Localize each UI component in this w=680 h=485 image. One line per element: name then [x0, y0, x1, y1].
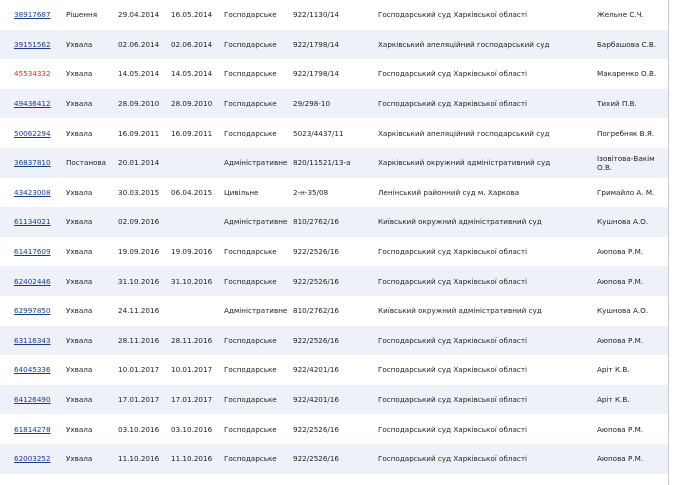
decision-date: 31.10.2016 — [118, 276, 160, 286]
proceeding-form-cell — [224, 385, 292, 415]
proceeding-form-cell — [224, 237, 292, 267]
judge-name-cell — [597, 266, 665, 296]
court-name: Господарський суд Харківської області — [378, 454, 528, 464]
case-number-cell — [293, 148, 377, 178]
proceeding-form: Господарське — [224, 128, 277, 138]
proceeding-form: Адміністративне — [224, 306, 288, 316]
court-name-cell — [378, 414, 598, 444]
court-name: Харківський апеляційний господарський суд — [378, 39, 550, 49]
court-name: Господарський суд Харківської області — [378, 424, 528, 434]
court-name: Харківський апеляційний господарський суд — [378, 128, 550, 138]
decision-date: 19.09.2016 — [118, 247, 160, 257]
case-number-cell — [293, 326, 377, 356]
decision-number-link[interactable]: 62997850 — [14, 306, 51, 316]
court-name-cell — [378, 355, 598, 385]
judge-name: Аюпова Р.М. — [597, 276, 644, 286]
decision-number-link[interactable]: 43423008 — [14, 187, 51, 197]
decision-type-cell — [66, 326, 118, 356]
proceeding-form-cell — [224, 30, 292, 60]
proceeding-form: Господарське — [224, 247, 277, 257]
court-name-cell — [378, 89, 598, 119]
court-name-cell — [378, 118, 598, 148]
decision-type-cell — [66, 266, 118, 296]
case-number-cell — [293, 414, 377, 444]
registration-date-cell — [171, 385, 223, 415]
table-row — [0, 266, 668, 296]
decision-number-link-cell — [14, 355, 62, 385]
decision-number-link-cell — [14, 326, 62, 356]
case-number: 820/11521/13-а — [293, 158, 351, 168]
registration-date-cell — [171, 89, 223, 119]
case-number: 922/2526/16 — [293, 424, 339, 434]
judge-name-cell — [597, 207, 665, 237]
case-number: 922/2526/16 — [293, 247, 339, 257]
table-row — [0, 178, 668, 208]
proceeding-form: Господарське — [224, 424, 277, 434]
court-name: Київський окружний адміністративний суд — [378, 217, 542, 227]
judge-name: Аюпова Р.М. — [597, 247, 644, 257]
proceeding-form: Господарське — [224, 39, 277, 49]
registration-date-cell — [171, 237, 223, 267]
court-name: Харківський окружний адміністративний суд — [378, 158, 551, 168]
court-name-cell — [378, 178, 598, 208]
registration-date-cell — [171, 118, 223, 148]
decision-type-cell — [66, 237, 118, 267]
judge-name-cell — [597, 89, 665, 119]
case-number-cell — [293, 385, 377, 415]
proceeding-form: Адміністративне — [224, 217, 288, 227]
decision-date: 24.11.2016 — [118, 306, 160, 316]
table-row — [0, 237, 668, 267]
decision-type-cell — [66, 385, 118, 415]
case-number: 810/2762/16 — [293, 306, 339, 316]
case-number-cell — [293, 59, 377, 89]
proceeding-form: Господарське — [224, 10, 277, 20]
court-name-cell — [378, 385, 598, 415]
decision-number-link-cell — [14, 148, 62, 178]
case-number-cell — [293, 207, 377, 237]
decision-date-cell — [118, 89, 170, 119]
court-name: Господарський суд Харківської області — [378, 69, 528, 79]
court-name-cell — [378, 0, 598, 30]
court-name: Господарський суд Харківської області — [378, 365, 528, 375]
proceeding-form: Господарське — [224, 69, 277, 79]
judge-name: Макаренко О.В. — [597, 69, 657, 79]
decision-number-link-cell — [14, 296, 62, 326]
judge-name-cell — [597, 118, 665, 148]
decision-date: 30.03.2015 — [118, 187, 160, 197]
registration-date: 02.06.2014 — [171, 39, 213, 49]
proceeding-form: Адміністративне — [224, 158, 288, 168]
court-name-cell — [378, 59, 598, 89]
court-name-cell — [378, 444, 598, 474]
decision-type: Ухвала — [66, 365, 93, 375]
judge-name-cell — [597, 0, 665, 30]
proceeding-form-cell — [224, 266, 292, 296]
decision-type-cell — [66, 414, 118, 444]
decision-number-link-cell — [14, 414, 62, 444]
proceeding-form-cell — [224, 148, 292, 178]
case-number: 922/1798/14 — [293, 39, 339, 49]
decision-number-link[interactable]: 64045336 — [14, 365, 51, 375]
decision-number-link-cell — [14, 178, 62, 208]
case-number: 922/2526/16 — [293, 335, 339, 345]
decision-type-cell — [66, 148, 118, 178]
case-number: 810/2762/16 — [293, 217, 339, 227]
case-number: 922/2526/16 — [293, 454, 339, 464]
registration-date: 06.04.2015 — [171, 187, 213, 197]
table-row — [0, 326, 668, 356]
registration-date: 31.10.2016 — [171, 276, 213, 286]
decision-number-link[interactable]: 38917687 — [14, 10, 51, 20]
registration-date-cell — [171, 355, 223, 385]
decision-type: Ухвала — [66, 128, 93, 138]
decision-number-link-cell — [14, 444, 62, 474]
decision-number-link[interactable]: 61417609 — [14, 247, 51, 257]
decision-date-cell — [118, 414, 170, 444]
court-name: Господарський суд Харківської області — [378, 335, 528, 345]
decision-date: 14.05.2014 — [118, 69, 160, 79]
decision-date-cell — [118, 444, 170, 474]
registration-date: 19.09.2016 — [171, 247, 213, 257]
decision-date: 03.10.2016 — [118, 424, 160, 434]
registration-date-cell — [171, 59, 223, 89]
decision-type-cell — [66, 30, 118, 60]
case-number-cell — [293, 355, 377, 385]
court-name: Господарський суд Харківської області — [378, 276, 528, 286]
case-number-cell — [293, 266, 377, 296]
court-name-cell — [378, 237, 598, 267]
judge-name: Погребняк В.Я. — [597, 128, 655, 138]
decision-date: 28.09.2010 — [118, 99, 160, 109]
registration-date: 11.10.2016 — [171, 454, 213, 464]
registration-date-cell — [171, 178, 223, 208]
case-number-cell — [293, 89, 377, 119]
judge-name-cell — [597, 148, 665, 178]
decision-type: Ухвала — [66, 39, 93, 49]
judge-name-cell — [597, 414, 665, 444]
decision-type: Ухвала — [66, 424, 93, 434]
case-number-cell — [293, 0, 377, 30]
decision-date: 02.06.2014 — [118, 39, 160, 49]
registration-date: 28.11.2016 — [171, 335, 213, 345]
judge-name-cell — [597, 237, 665, 267]
decision-number-link-cell — [14, 385, 62, 415]
decision-date-cell — [118, 237, 170, 267]
case-number-cell — [293, 118, 377, 148]
case-number-cell — [293, 178, 377, 208]
decision-type: Ухвала — [66, 217, 93, 227]
judge-name: Аріт К.В. — [597, 365, 630, 375]
decision-number-link[interactable]: 62003252 — [14, 454, 51, 464]
case-number: 922/1798/14 — [293, 69, 339, 79]
decision-type: Ухвала — [66, 69, 93, 79]
table-row — [0, 148, 668, 178]
table-row — [0, 296, 668, 326]
decision-type-cell — [66, 296, 118, 326]
case-number-cell — [293, 30, 377, 60]
proceeding-form-cell — [224, 444, 292, 474]
judge-name-cell — [597, 355, 665, 385]
decision-number-link[interactable]: 63116343 — [14, 335, 51, 345]
decision-type: Постанова — [66, 158, 107, 168]
judge-name: Аріт К.В. — [597, 395, 630, 405]
judge-name: Гримайло А. М. — [597, 187, 655, 197]
decision-type-cell — [66, 118, 118, 148]
proceeding-form-cell — [224, 59, 292, 89]
case-number-cell — [293, 444, 377, 474]
court-name-cell — [378, 296, 598, 326]
decision-number-link-cell — [14, 118, 62, 148]
decision-date: 10.01.2017 — [118, 365, 160, 375]
judge-name-cell — [597, 385, 665, 415]
table-row — [0, 385, 668, 415]
court-name: Господарський суд Харківської області — [378, 395, 528, 405]
court-name: Господарський суд Харківської області — [378, 247, 528, 257]
case-number: 29/298-10 — [293, 99, 331, 109]
table-row — [0, 89, 668, 119]
decision-date: 28.11.2016 — [118, 335, 160, 345]
judge-name: Барбашова С.В. — [597, 39, 657, 49]
decision-type: Ухвала — [66, 454, 93, 464]
case-number: 5023/4437/11 — [293, 128, 344, 138]
court-name: Господарський суд Харківської області — [378, 99, 528, 109]
judge-name: Кушнова А.О. — [597, 306, 649, 316]
judge-name: Жельне С.Ч. — [597, 10, 644, 20]
registration-date-cell — [171, 444, 223, 474]
table-row — [0, 207, 668, 237]
decision-number-link-cell — [14, 59, 62, 89]
decision-type: Ухвала — [66, 395, 93, 405]
registration-date: 16.09.2011 — [171, 128, 213, 138]
registration-date-cell — [171, 414, 223, 444]
proceeding-form: Господарське — [224, 335, 277, 345]
case-number-cell — [293, 296, 377, 326]
court-name-cell — [378, 326, 598, 356]
case-number: 922/1130/14 — [293, 10, 339, 20]
case-number-cell — [293, 237, 377, 267]
judge-name: Аюпова Р.М. — [597, 424, 644, 434]
registration-date: 16.05.2014 — [171, 10, 213, 20]
table-row — [0, 0, 668, 30]
decision-number-link-cell — [14, 30, 62, 60]
decision-type: Ухвала — [66, 276, 93, 286]
decision-date-cell — [118, 148, 170, 178]
proceeding-form-cell — [224, 178, 292, 208]
proceeding-form: Господарське — [224, 454, 277, 464]
judge-name-cell — [597, 326, 665, 356]
registration-date-cell — [171, 296, 223, 326]
decision-date: 20.01.2014 — [118, 158, 160, 168]
decision-date-cell — [118, 0, 170, 30]
decision-number-link[interactable]: 61814278 — [14, 424, 51, 434]
judge-name-cell — [597, 30, 665, 60]
decision-type-cell — [66, 355, 118, 385]
court-name: Київський окружний адміністративний суд — [378, 306, 542, 316]
decision-type-cell — [66, 178, 118, 208]
registration-date-cell — [171, 207, 223, 237]
table-row — [0, 414, 668, 444]
table-row — [0, 30, 668, 60]
decision-type: Ухвала — [66, 335, 93, 345]
decision-date: 16.09.2011 — [118, 128, 160, 138]
decision-number-link[interactable]: 49436412 — [14, 99, 51, 109]
proceeding-form-cell — [224, 207, 292, 237]
decision-number-link-cell — [14, 266, 62, 296]
judge-name: Аюпова Р.М. — [597, 454, 644, 464]
court-name: Ленінський районний суд м. Харкова — [378, 187, 520, 197]
decision-type-cell — [66, 444, 118, 474]
decision-number-link[interactable]: 36837810 — [14, 158, 51, 168]
judge-name: Тихий П.В. — [597, 99, 637, 109]
decision-date-cell — [118, 326, 170, 356]
case-number: 922/4201/16 — [293, 365, 339, 375]
proceeding-form: Господарське — [224, 365, 277, 375]
registration-date-cell — [171, 0, 223, 30]
table-row — [0, 59, 668, 89]
proceeding-form: Господарське — [224, 395, 277, 405]
decision-type: Ухвала — [66, 99, 93, 109]
court-name-cell — [378, 266, 598, 296]
proceeding-form-cell — [224, 355, 292, 385]
decision-type: Рішення — [66, 10, 98, 20]
table-row — [0, 444, 668, 474]
decision-date: 17.01.2017 — [118, 395, 160, 405]
judge-name-cell — [597, 59, 665, 89]
decision-date-cell — [118, 178, 170, 208]
case-number: 922/4201/16 — [293, 395, 339, 405]
judge-name: Аюпова Р.М. — [597, 335, 644, 345]
case-number: 2-н-35/08 — [293, 187, 329, 197]
decision-type: Ухвала — [66, 187, 93, 197]
decision-number-link[interactable]: 45534332 — [14, 69, 51, 79]
decision-number-link[interactable]: 61134021 — [14, 217, 51, 227]
decision-date-cell — [118, 355, 170, 385]
decision-type-cell — [66, 59, 118, 89]
registration-date: 10.01.2017 — [171, 365, 213, 375]
court-name-cell — [378, 30, 598, 60]
registration-date: 28.09.2010 — [171, 99, 213, 109]
decision-type: Ухвала — [66, 306, 93, 316]
registration-date: 14.05.2014 — [171, 69, 213, 79]
court-name-cell — [378, 148, 598, 178]
decision-date-cell — [118, 385, 170, 415]
court-name-cell — [378, 207, 598, 237]
decision-date-cell — [118, 296, 170, 326]
decision-number-link[interactable]: 64126490 — [14, 395, 51, 405]
case-number: 922/2526/16 — [293, 276, 339, 286]
decision-date-cell — [118, 30, 170, 60]
decision-type-cell — [66, 89, 118, 119]
judge-name-cell — [597, 444, 665, 474]
decision-date: 11.10.2016 — [118, 454, 160, 464]
judge-name: Кушнова А.О. — [597, 217, 649, 227]
decision-number-link-cell — [14, 237, 62, 267]
registration-date: 17.01.2017 — [171, 395, 213, 405]
decision-number-link[interactable]: 50062294 — [14, 128, 51, 138]
decision-date-cell — [118, 59, 170, 89]
proceeding-form: Господарське — [224, 99, 277, 109]
decision-number-link[interactable]: 62402446 — [14, 276, 51, 286]
decision-date: 02.09.2016 — [118, 217, 160, 227]
decision-date-cell — [118, 207, 170, 237]
registration-date-cell — [171, 266, 223, 296]
proceeding-form-cell — [224, 89, 292, 119]
proceeding-form-cell — [224, 0, 292, 30]
registration-date-cell — [171, 326, 223, 356]
proceeding-form-cell — [224, 118, 292, 148]
decision-date-cell — [118, 118, 170, 148]
decision-number-link[interactable]: 39151562 — [14, 39, 51, 49]
proceeding-form: Цивільне — [224, 187, 259, 197]
table-row — [0, 355, 668, 385]
registration-date-cell — [171, 148, 223, 178]
decision-date-cell — [118, 266, 170, 296]
decision-date: 29.04.2014 — [118, 10, 160, 20]
judge-name-cell — [597, 178, 665, 208]
court-name: Господарський суд Харківської області — [378, 10, 528, 20]
proceeding-form-cell — [224, 296, 292, 326]
proceeding-form-cell — [224, 326, 292, 356]
registration-date: 03.10.2016 — [171, 424, 213, 434]
decision-number-link-cell — [14, 207, 62, 237]
decision-number-link-cell — [14, 89, 62, 119]
table-row — [0, 118, 668, 148]
decision-type-cell — [66, 0, 118, 30]
judge-name: Ізовітова-Вакім О.В. — [597, 153, 655, 172]
judge-name-cell — [597, 296, 665, 326]
registration-date-cell — [171, 30, 223, 60]
proceeding-form-cell — [224, 414, 292, 444]
proceeding-form: Господарське — [224, 276, 277, 286]
decision-type: Ухвала — [66, 247, 93, 257]
decision-type-cell — [66, 207, 118, 237]
decision-number-link-cell — [14, 0, 62, 30]
